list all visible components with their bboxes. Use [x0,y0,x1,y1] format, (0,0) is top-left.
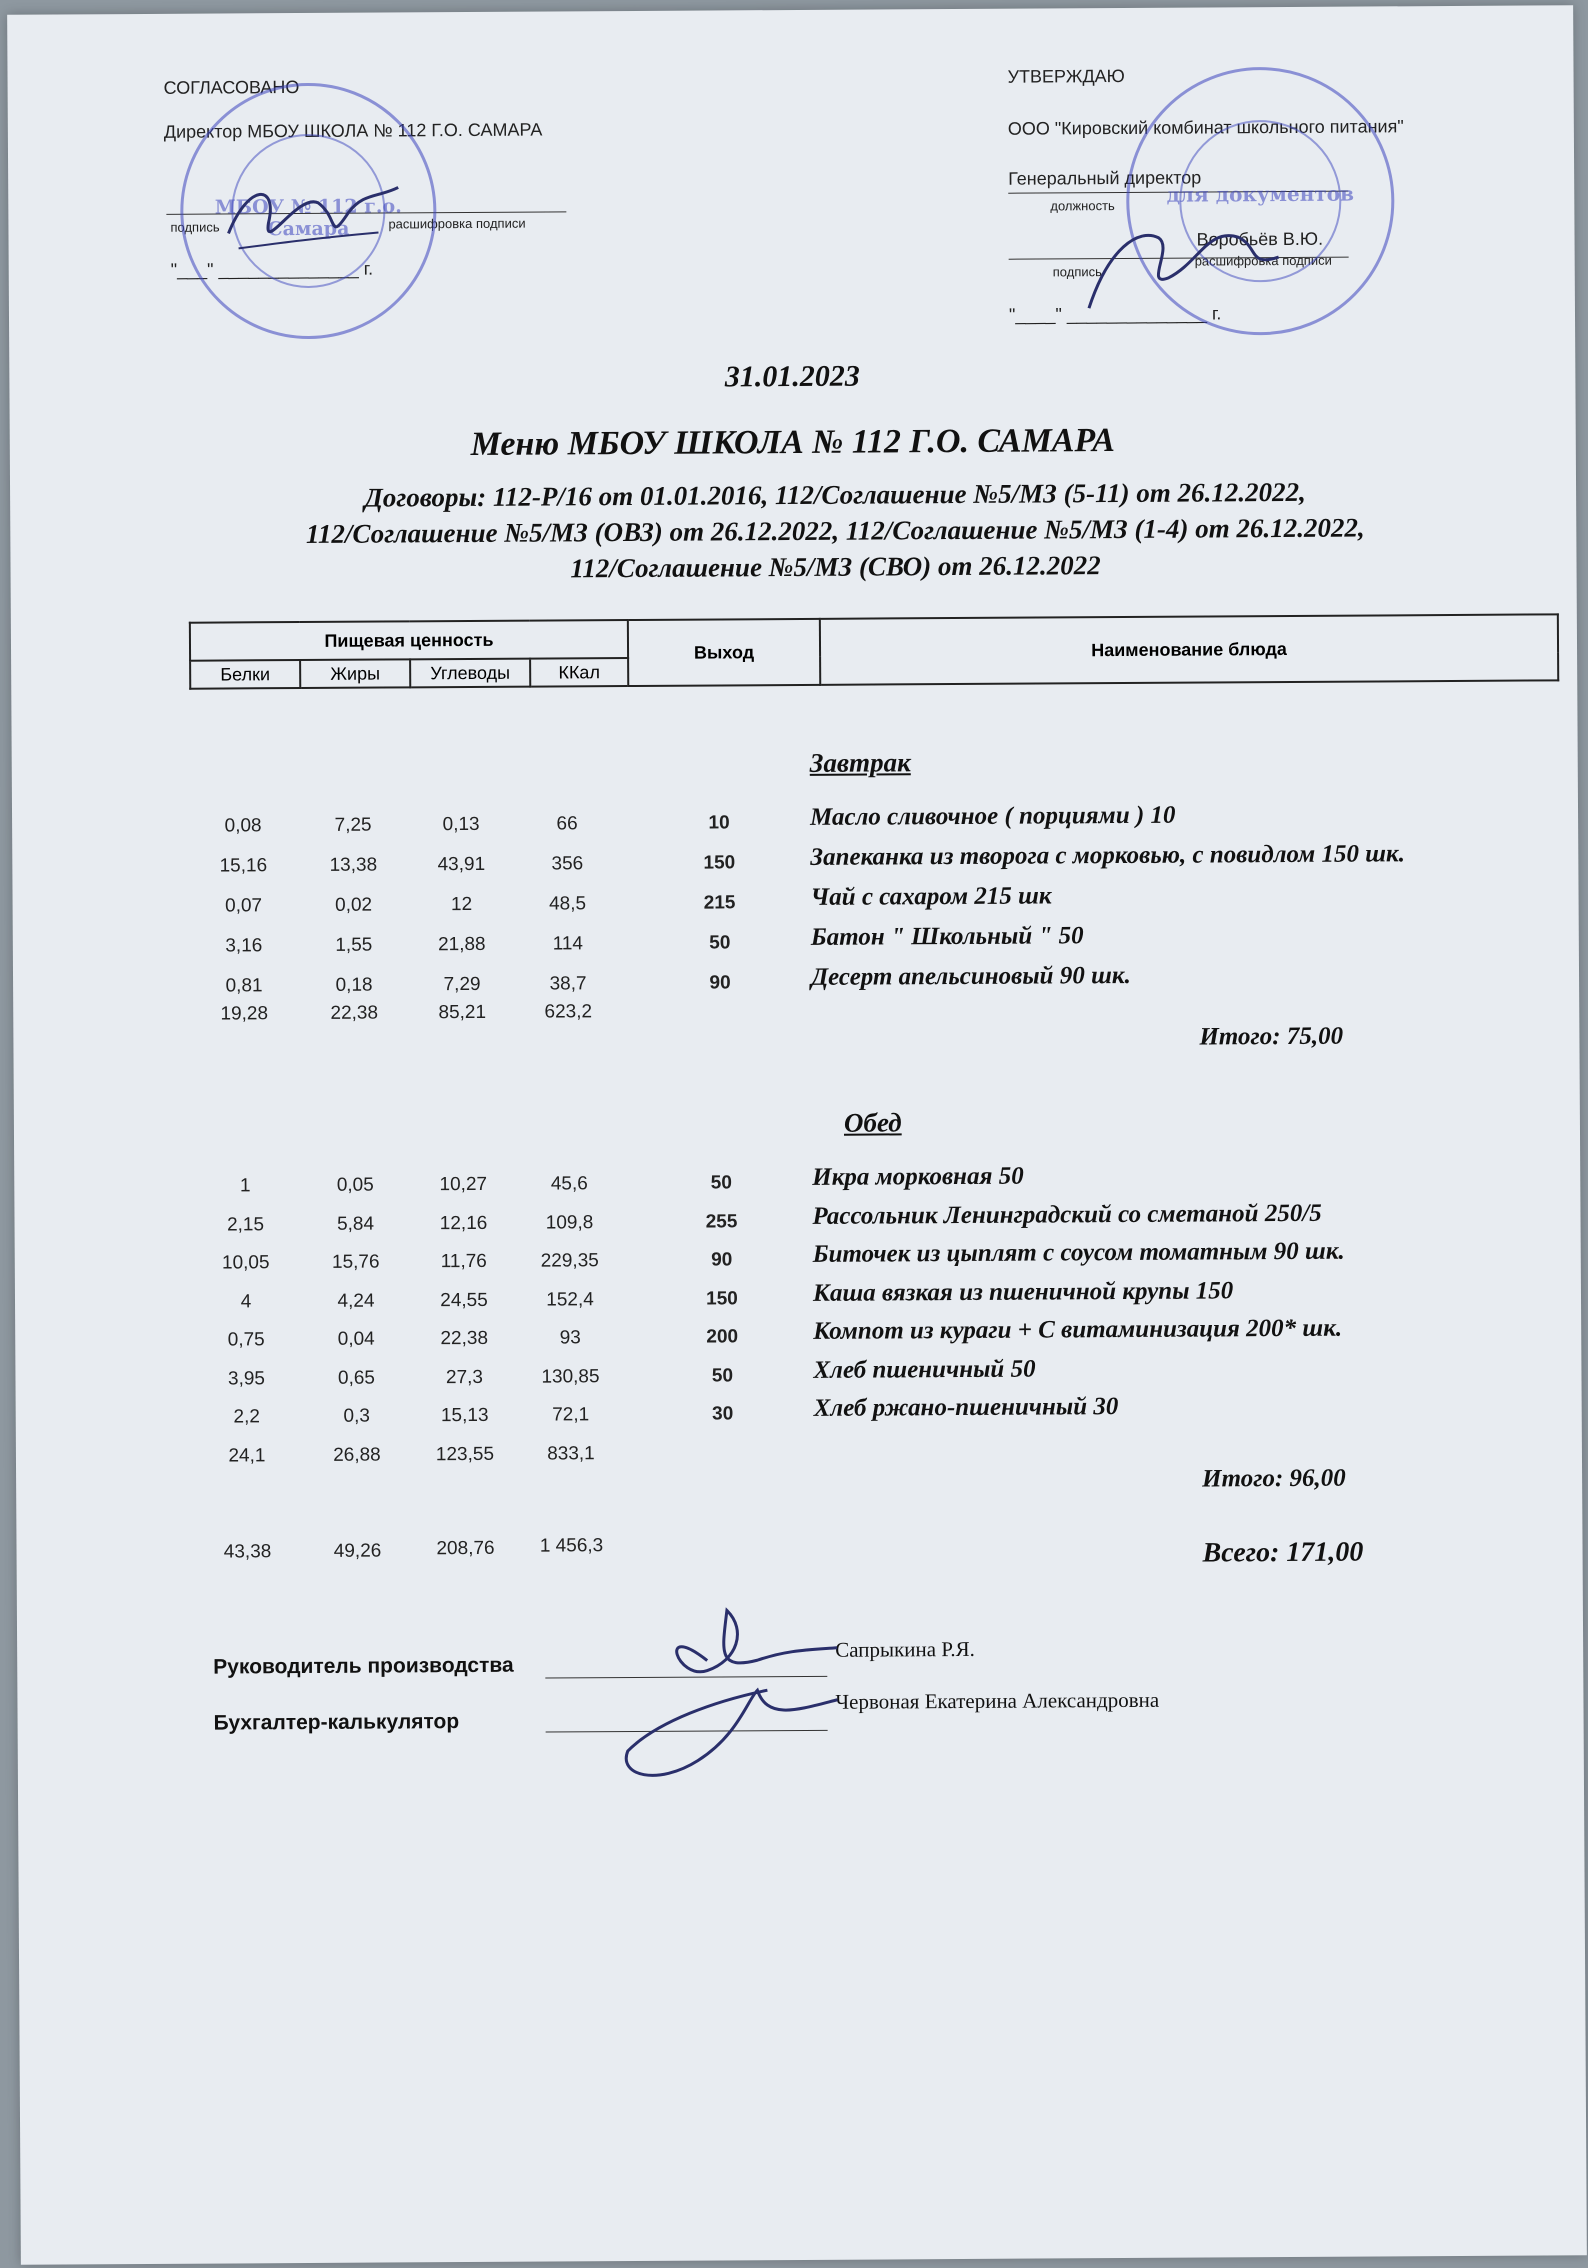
breakfast-row-dish: Запеканка из творога с морковью, с повидлом 150 шк. [810,840,1406,871]
breakfast-title: Завтрак [809,747,911,778]
lunch-row-f: 15,76 [331,1251,380,1273]
lunch-total: Итого: 96,00 [1202,1464,1346,1493]
lunch-row-b: 4 [240,1290,252,1312]
lunch-row-dish: Рассольник Ленинградский со сметаной 250/5 [812,1199,1322,1230]
breakfast-sum-f: 22,38 [330,1002,379,1024]
lunch-row-c: 22,38 [440,1327,489,1350]
lunch-row-b: 2,2 [233,1406,260,1428]
lunch-row-dish: Хлеб пшеничный 50 [813,1355,1036,1384]
breakfast-row-c: 7,29 [443,973,481,996]
approval-left-decode-label: расшифровка подписи [388,215,526,232]
lunch-row-c: 10,27 [439,1173,488,1196]
col-kcal: ККал [530,658,628,687]
breakfast-row-dish: Чай с сахаром 215 шк [810,882,1052,911]
lunch-title: Обед [843,1107,902,1138]
company-stamp-center: для документов [1166,181,1355,207]
approval-left-date-line: "___" ______________ г. [170,258,374,280]
lunch-row-f: 0,65 [337,1367,376,1389]
lunch-row-dish: Биточек из цыплят с соусом томатным 90 шк. [812,1237,1345,1268]
signature-role-1: Руководитель производства [213,1653,514,1679]
approval-right-date-line: "____" ______________ г. [1008,303,1222,325]
breakfast-row-output: 10 [708,812,730,834]
lunch-row-output: 255 [705,1210,738,1233]
breakfast-row-f: 0,02 [335,894,373,916]
lunch-row-output: 200 [706,1326,739,1348]
breakfast-row-output: 50 [709,932,731,954]
contracts-line-2: 112/Соглашение №5/МЗ (ОВЗ) от 26.12.2022, 112/Соглашение №5/МЗ (1-4) от 26.12.2022, [305,512,1365,549]
grand-carbs: 208,76 [436,1537,495,1560]
approval-right-sig-label: подпись [1052,264,1102,280]
breakfast-row-f: 1,55 [335,934,373,956]
lunch-row-c: 12,16 [439,1212,488,1234]
lunch-row-f: 0,05 [336,1174,374,1196]
signature-name-1: Сапрыкина Р.Я. [835,1636,975,1662]
lunch-row-k: 109,8 [545,1211,594,1234]
lunch-row-f: 0,3 [343,1405,370,1427]
col-carbs: Углеводы [410,659,530,688]
lunch-row-k: 229,35 [540,1250,599,1272]
lunch-row-b: 1 [239,1175,251,1197]
breakfast-row-k: 66 [556,813,578,835]
lunch-row-k: 45,6 [550,1173,588,1195]
lunch-row-c: 11,76 [440,1250,487,1273]
breakfast-sum-k: 623,2 [544,1001,593,1023]
lunch-row-dish: Каша вязкая из пшеничной крупы 150 [812,1276,1234,1307]
breakfast-row-c: 0,13 [442,813,480,836]
approval-right-org: ООО "Кировский комбинат школьного питания" [1007,116,1404,139]
lunch-row-output: 90 [711,1249,733,1271]
lunch-sum-b: 24,1 [228,1445,266,1467]
contracts-line-3: 112/Соглашение №5/МЗ (СВО) от 26.12.2022 [570,550,1101,584]
grand-proteins: 43,38 [223,1541,272,1563]
lunch-row-c: 15,13 [440,1404,489,1427]
breakfast-row-c: 43,91 [437,853,486,876]
approval-left-title: СОГЛАСОВАНО [163,77,300,98]
breakfast-row-b: 0,81 [225,975,263,997]
lunch-sum-f: 26,88 [333,1444,381,1466]
menu-table-header [189,613,1559,689]
lunch-row-f: 5,84 [336,1213,375,1235]
dish-name-header: Наименование блюда [820,614,1558,685]
lunch-row-k: 93 [559,1327,581,1349]
lunch-sum-k: 833,1 [547,1443,595,1465]
lunch-row-f: 4,24 [337,1290,375,1312]
lunch-row-output: 150 [706,1287,738,1310]
breakfast-sum-c: 85,21 [438,1001,487,1024]
lunch-row-dish: Компот из кураги + С витаминизация 200* шк. [813,1314,1343,1345]
breakfast-row-b: 0,07 [225,895,263,917]
breakfast-row-dish: Батон " Школьный " 50 [810,922,1084,951]
lunch-row-b: 0,75 [227,1329,265,1351]
lunch-row-k: 72,1 [552,1404,590,1426]
breakfast-row-f: 13,38 [329,854,378,876]
lunch-row-b: 2,15 [226,1213,265,1235]
breakfast-total: Итого: 75,00 [1199,1022,1344,1051]
breakfast-row-b: 0,08 [224,815,262,837]
breakfast-row-k: 356 [551,853,584,875]
breakfast-row-f: 7,25 [334,814,372,836]
breakfast-sum-b: 19,28 [220,1003,269,1025]
breakfast-row-c: 12 [450,893,473,916]
handwritten-signatures [597,1590,858,1792]
breakfast-row-c: 21,88 [437,933,486,956]
breakfast-row-k: 48,5 [549,893,587,915]
lunch-row-f: 0,04 [337,1328,375,1350]
col-fats: Жиры [300,659,410,688]
general-director-signature [1048,207,1289,328]
lunch-row-dish: Икра морковная 50 [812,1162,1024,1191]
approval-left-position: Директор МБОУ ШКОЛА № 112 Г.О. САМАРА [163,119,543,142]
breakfast-row-k: 114 [552,933,584,955]
breakfast-row-output: 215 [703,892,736,914]
lunch-row-output: 30 [712,1403,734,1425]
col-proteins: Белки [190,660,300,689]
lunch-row-dish: Хлеб ржано-пшеничный 30 [813,1393,1119,1422]
lunch-row-output: 50 [710,1172,732,1194]
lunch-row-c: 24,55 [440,1289,488,1311]
grand-kcal: 1 456,3 [539,1535,604,1557]
breakfast-row-k: 38,7 [549,973,587,995]
lunch-row-k: 130,85 [541,1365,600,1388]
grand-fats: 49,26 [333,1540,382,1562]
signature-role-2: Бухгалтер-калькулятор [213,1710,460,1735]
breakfast-row-dish: Десерт апельсиновый 90 шк. [810,961,1131,991]
signature-name-2: Червоная Екатерина Александровна [835,1687,1160,1714]
breakfast-row-dish: Масло сливочное ( порциями ) 10 [809,801,1176,831]
lunch-sum-c: 123,55 [435,1443,495,1466]
breakfast-row-output: 150 [703,852,736,874]
nutrition-header: Пищевая ценность [190,620,628,661]
school-stamp-center: МБОУ № 112 г.о. Самара [214,195,402,241]
lunch-row-k: 152,4 [546,1288,594,1311]
approval-right-decode-label: расшифровка подписи [1194,252,1332,269]
breakfast-row-b: 3,16 [225,935,263,957]
breakfast-row-output: 90 [709,972,731,994]
approval-right-name: Воробьёв В.Ю. [1196,228,1324,250]
lunch-row-c: 27,3 [445,1366,484,1388]
lunch-row-output: 50 [711,1364,734,1387]
menu-date: 31.01.2023 [724,359,860,394]
breakfast-row-b: 15,16 [219,855,268,877]
lunch-row-b: 3,95 [227,1367,266,1389]
breakfast-row-f: 0,18 [335,974,373,996]
approval-right-position: Генеральный директор [1008,167,1202,189]
output-header: Выход [628,619,820,686]
approval-left-sig-label: подпись [170,219,220,235]
menu-title: Меню МБОУ ШКОЛА № 112 Г.О. САМАРА [470,422,1116,463]
grand-total: Всего: 171,00 [1202,1536,1364,1569]
lunch-row-b: 10,05 [221,1252,270,1274]
approval-right-title: УТВЕРЖДАЮ [1007,65,1125,87]
approval-right-position-label: должность [1050,198,1115,214]
contracts-line-1: Договоры: 112-Р/16 от 01.01.2016, 112/Соглашение №5/МЗ (5-11) от 26.12.2022, [364,476,1306,513]
director-signature [208,162,409,273]
document-page [7,5,1587,2265]
